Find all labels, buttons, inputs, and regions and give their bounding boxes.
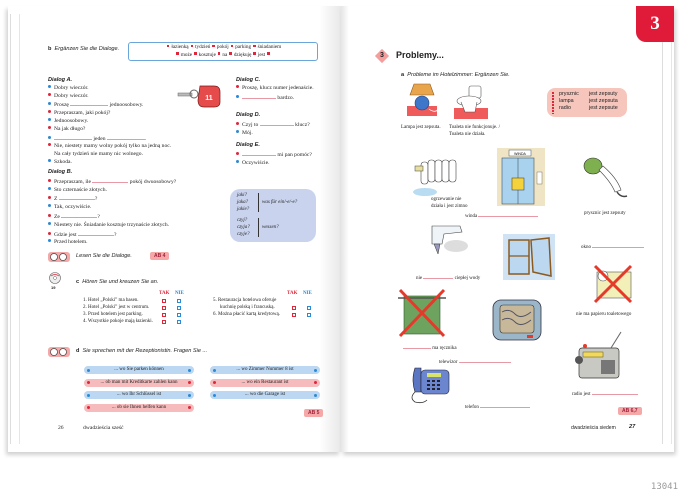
dialog-text: Czyj to [242, 121, 259, 128]
statement-text: 1. Hotel „Polski” ma basen. [83, 298, 139, 303]
dialog-line [236, 93, 336, 103]
nie-checkbox[interactable] [307, 313, 311, 317]
speaker-bullet [48, 102, 51, 105]
caption-tap [416, 273, 480, 282]
pill-dot [314, 394, 317, 397]
caption-radio [572, 389, 638, 398]
statement-text: 3. Przed hotelem jest parking. [83, 312, 143, 317]
bullet-square [218, 52, 221, 55]
adjective-box [547, 88, 627, 117]
dialog-line [236, 160, 336, 168]
toilet-paper-crossed-icon [591, 264, 635, 304]
dialog-text: jeden [93, 135, 106, 142]
phrase-text: ... wo die Garage ist [244, 392, 286, 397]
speaker-bullet [48, 136, 51, 139]
tak-checkbox[interactable] [292, 306, 296, 310]
bullet-square [176, 52, 179, 55]
answer-blank[interactable] [260, 120, 294, 126]
phrase-text: ... wo Sie parken können [114, 367, 164, 372]
speaker-bullet [236, 122, 239, 125]
track-number: 19 [51, 285, 56, 290]
dialog-line [48, 194, 238, 204]
page-edges [10, 14, 20, 444]
phrase-pill[interactable] [84, 391, 194, 399]
dialog-line [48, 143, 228, 151]
answer-blank[interactable] [242, 93, 276, 99]
word-bank-item: kosztuje [198, 51, 216, 58]
caption-towel [403, 343, 457, 352]
dialog-text: Niestety nie. Śniadanie kosztuje trzynaście złotych. [54, 221, 170, 228]
dialog-text: Przepraszam, jaki pokój? [54, 110, 111, 117]
section-number: 3 [380, 52, 384, 59]
no-column-label: NIE [175, 291, 184, 296]
answer-blank[interactable] [59, 194, 98, 203]
speaker-bullet [48, 110, 51, 113]
dialog-text: Dobry wieczór. [54, 84, 89, 91]
statement-text: kuchnię polską i francuską. [220, 305, 275, 310]
dialog-text: ? [113, 231, 117, 238]
exercise-instruction: Hören Sie und kreuzen Sie an. [82, 279, 159, 285]
dialog-line [236, 85, 336, 93]
speaker-bullet [48, 179, 51, 182]
grammar-word: jaka? [237, 200, 249, 205]
exercise-instruction: Probleme im Hotelzimmer: Ergänzen Sie. [407, 72, 510, 78]
speaker-bullet [48, 204, 51, 207]
speaker-bullet [48, 159, 51, 162]
caption-word: ma ręcznika [432, 346, 457, 351]
adjective-row [559, 105, 618, 112]
tak-checkbox[interactable] [162, 299, 166, 303]
page-number: 27 [629, 424, 636, 430]
page-number: 26 [58, 425, 64, 431]
caption-word: telefon [465, 405, 479, 410]
image-id-watermark: 13041 [650, 482, 678, 492]
section-title: Problemy... [396, 50, 444, 60]
pill-dot [188, 406, 191, 409]
phrase-text: ... ob sie Ihnen helfen kann [111, 404, 167, 410]
radio-icon [571, 330, 629, 380]
exercise-c-heading [76, 279, 158, 287]
nie-checkbox[interactable] [177, 306, 181, 310]
noun: prysznic [559, 91, 579, 97]
phrase-pill[interactable] [210, 391, 320, 399]
answer-blank[interactable] [70, 100, 108, 106]
speaker-bullet [48, 126, 51, 129]
lamp-icon [404, 82, 442, 118]
statement-row [213, 304, 333, 311]
dialog-line [48, 222, 238, 230]
noun: lampa [559, 98, 574, 104]
dialog-text: Szkoda. [54, 158, 72, 165]
dialog-text: Tak, oczywiście. [54, 204, 92, 211]
dialog-line [48, 110, 228, 118]
dialog-text: Oczywiście. [242, 159, 270, 166]
chapter-tab[interactable]: 3 [636, 6, 674, 42]
dialog-text: jednoosobowy. [109, 102, 144, 109]
grammar-box [230, 189, 316, 242]
pill-dot [213, 369, 216, 372]
broken-window-icon [503, 234, 555, 280]
bullet-square [191, 45, 194, 48]
dialog-text: Sto czternaście złotych. [54, 186, 107, 193]
yes-column-label: TAK [287, 291, 298, 296]
speaker-bullet [236, 152, 239, 155]
telephone-icon [407, 362, 457, 404]
dialog-d [236, 112, 336, 137]
dialog-line [236, 150, 336, 160]
caption-line: Toaleta nie działa. [449, 132, 486, 137]
statement-row [213, 311, 333, 318]
yes-column-label: TAK [159, 291, 170, 296]
bullet-square [253, 45, 256, 48]
adjective-phrase: jest zepsuta [589, 98, 618, 104]
nie-checkbox[interactable] [177, 313, 181, 317]
dialog-line [48, 151, 228, 159]
statement-row [213, 297, 333, 304]
speaking-pair-icon [48, 347, 70, 357]
dialog-e [236, 142, 336, 167]
bullet-square [194, 52, 197, 55]
brace [255, 218, 259, 237]
grammar-group-2 [237, 217, 250, 238]
bullet-square [167, 45, 170, 48]
statement-text: 6. Można płacić kartą kredytową. [213, 312, 280, 317]
towel-crossed-icon [396, 288, 448, 338]
phrase-pill[interactable] [210, 366, 320, 374]
cd-audio-icon [48, 272, 62, 286]
speaker-bullet [48, 93, 51, 96]
speaker-bullet [48, 143, 51, 146]
exercise-letter: c [76, 279, 80, 285]
exercise-d-heading [76, 348, 207, 356]
caption-toilet-paper: nie ma papieru toaletowego [576, 312, 632, 317]
answer-blank[interactable] [107, 134, 145, 140]
phrase-text: ... wo Zimmer Nummer 8 ist [236, 367, 294, 372]
brace [255, 193, 259, 212]
grammar-word: jakie? [237, 207, 250, 212]
dialog-text: Proszę, klucz numer jedenaście. [242, 84, 314, 91]
answer-blank[interactable] [592, 242, 644, 248]
dialog-text: Ze [54, 213, 60, 220]
phrase-text: ... ob man mit Kreditkarte zahlen kann [100, 379, 178, 385]
caption-word: ciepłej wody [454, 276, 481, 281]
answer-blank[interactable] [459, 357, 511, 363]
page-edges [662, 14, 672, 444]
speaker-bullet [48, 222, 51, 225]
word-bank-item: łazienką [171, 44, 189, 50]
speaker-bullet [236, 95, 239, 98]
speaker-bullet [48, 187, 51, 190]
dialog-text: Przed hotelem. [54, 239, 88, 246]
word-bank-item: dziękuję [233, 51, 252, 58]
no-column-label: NIE [303, 291, 312, 296]
speaker-bullet [48, 214, 51, 217]
elevator-icon [497, 148, 545, 206]
word-bank [128, 42, 318, 61]
speaker-bullet [48, 85, 51, 88]
gutter-shadow [341, 6, 349, 452]
dialog-text: . [144, 135, 147, 142]
answer-blank[interactable] [78, 230, 117, 238]
answer-blank[interactable] [478, 211, 538, 217]
grammar-group-1 [237, 192, 249, 213]
tak-checkbox[interactable] [162, 313, 166, 317]
speaker-bullet [236, 130, 239, 133]
phrase-text: ... wo ein Restaurant ist [241, 379, 289, 385]
pill-dot [87, 381, 90, 384]
dialog-line [48, 212, 238, 222]
dialog-title: Dialog B. [48, 169, 73, 175]
speaker-bullet [48, 196, 51, 199]
dialog-line [48, 134, 228, 144]
dialog-text: Gdzie jest [54, 231, 77, 238]
dialog-text: Mój. [242, 129, 253, 136]
bullet-square [253, 52, 256, 55]
pill-dot [87, 369, 90, 372]
word-bank-item: może [180, 51, 193, 58]
statement-text: 4. Wszystkie pokoje mają łazienki. [83, 319, 153, 324]
dialog-text: Z [54, 196, 58, 203]
pill-dot [314, 381, 317, 384]
dialog-line [48, 204, 238, 212]
speaker-bullet [48, 232, 51, 235]
speaker-bullet [48, 239, 51, 242]
answer-blank[interactable] [480, 402, 530, 408]
right-page [341, 6, 674, 452]
dialog-line [48, 159, 228, 167]
exercise-instruction: Sie sprechen mit der Rezeptionistin. Fragen Sie ... [82, 348, 208, 354]
workbook-ref-badge: AB 6,7 [618, 407, 642, 415]
grammar-label: wessen? [262, 225, 279, 230]
dialog-c [236, 77, 336, 102]
dialog-text: ? [94, 196, 98, 203]
exercise-b-heading [48, 46, 119, 54]
dialog-text: pokój dwuosobowy? [129, 178, 177, 185]
word-bank-item: tydzień [195, 44, 211, 50]
nie-checkbox[interactable] [177, 299, 181, 303]
workbook-ref-badge: AB 4 [150, 252, 169, 260]
pill-dot [87, 406, 90, 409]
caption-phone [465, 402, 530, 411]
speaker-bullet [236, 160, 239, 163]
nie-checkbox[interactable] [307, 306, 311, 310]
dialog-line [48, 230, 238, 240]
answer-blank[interactable] [54, 134, 92, 140]
pill-dot [314, 369, 317, 372]
tak-checkbox[interactable] [162, 320, 166, 324]
pill-dot [213, 381, 216, 384]
word-bank-item: na [222, 51, 228, 58]
caption-lamp: Lampa jest zepsuta. [401, 125, 441, 130]
dialog-text: Na cały tydzień nie mamy nic wolnego. [54, 151, 144, 158]
radiator-icon [411, 156, 463, 198]
dialog-text: Proszę [54, 102, 69, 109]
dialog-line [48, 187, 238, 195]
bullet-square [231, 45, 234, 48]
dialog-line [236, 120, 336, 130]
page-number-words: dwadzieścia sześć [83, 425, 124, 431]
grammar-word: czyja? [237, 225, 250, 230]
tak-checkbox[interactable] [162, 306, 166, 310]
noun: radio [559, 105, 571, 111]
statement-row [83, 318, 243, 325]
open-textbook [8, 6, 674, 452]
dialog-line [48, 177, 238, 187]
answer-blank[interactable] [403, 343, 431, 349]
caption-shower: prysznic jest zepsuty [584, 211, 626, 216]
phrase-pill[interactable] [84, 404, 194, 412]
dialog-text: Na jak długo? [54, 125, 86, 132]
dialog-line [48, 239, 238, 247]
answer-blank[interactable] [92, 177, 128, 183]
speaker-bullet [236, 85, 239, 88]
caption-toilet [449, 124, 500, 138]
phrase-pill[interactable] [84, 379, 194, 387]
reading-instruction: Lesen Sie die Dialoge. [76, 253, 132, 259]
dialog-text: bardzo. [277, 94, 295, 101]
elevator-sign: WINDA [514, 152, 526, 156]
answer-blank[interactable] [592, 389, 638, 395]
caption-line: ogrzewanie nie [431, 197, 462, 202]
caption-line: Toaleta nie funkcjonuje. / [449, 125, 501, 130]
tap-icon [426, 222, 472, 258]
pill-dot [188, 369, 191, 372]
grammar-word: czyj? [237, 218, 248, 223]
toilet-icon [451, 84, 491, 120]
dialog-text: ? [97, 213, 100, 220]
exercise-a-heading [401, 72, 510, 80]
caption-word: telewizor [439, 360, 458, 365]
dialog-line [236, 130, 336, 138]
dialog-text: Jednoosobowy. [54, 117, 89, 124]
nie-checkbox[interactable] [177, 320, 181, 324]
bullet-square [267, 52, 270, 55]
answer-blank[interactable] [61, 212, 100, 220]
dialog-title: Dialog D. [236, 112, 261, 118]
word-bank-item: parking [235, 44, 252, 50]
caption-heating [431, 196, 468, 210]
key-tag-icon [176, 80, 222, 108]
dialog-b [48, 169, 238, 247]
dialog-title: Dialog C. [236, 77, 261, 83]
phrase-pill[interactable] [84, 366, 194, 374]
red-dotted-bar [552, 92, 554, 114]
left-page [8, 6, 341, 452]
adjective-phrase: jest zepsuty [589, 91, 618, 97]
statement-text: 2. Hotel „Polski” jest w centrum. [83, 305, 150, 310]
caption-word: winda [465, 214, 478, 219]
adjective-row [559, 98, 618, 105]
dialog-line [48, 118, 228, 126]
answer-blank[interactable] [423, 273, 453, 279]
grammar-word: czyje? [237, 232, 250, 237]
dialog-title: Dialog E. [236, 142, 260, 148]
caption-word: radio jest [572, 392, 591, 397]
grammar-word: jaki? [237, 193, 247, 198]
statements-right [213, 297, 333, 318]
page-number-words: dwadzieścia siedem [571, 425, 616, 431]
statement-text: 5. Restauracja hotelowa oferuje [213, 298, 277, 303]
word-bank-item: śniadaniem [257, 44, 282, 50]
dialog-title: Dialog A. [48, 77, 73, 83]
bullet-square [212, 45, 215, 48]
grammar-label: was für ein/-e/-e? [262, 200, 298, 205]
dialog-text: Nie, niestety mamy wolny pokój tylko na jedną noc. [54, 143, 172, 150]
shower-head-icon [581, 156, 631, 202]
pill-dot [213, 394, 216, 397]
gutter-shadow [319, 6, 341, 452]
pill-dot [87, 394, 90, 397]
exercise-letter: d [76, 348, 80, 354]
caption-window [581, 242, 644, 251]
caption-word: nie [416, 276, 423, 281]
workbook-ref-badge: AB 5 [304, 409, 323, 417]
dialog-text: mi pan pomóc? [277, 151, 312, 158]
exercise-instruction: Ergänzen Sie die Dialoge. [54, 46, 120, 52]
phrase-text: ... wo Ihr Schlüssel ist [116, 392, 162, 397]
phrase-pill[interactable] [210, 379, 320, 387]
adjective-row [559, 91, 618, 98]
answer-blank[interactable] [242, 150, 276, 156]
television-icon [491, 298, 543, 344]
dialog-text: Dobry wieczór. [54, 92, 89, 99]
pill-dot [188, 394, 191, 397]
key-tag-number: 11 [205, 95, 213, 102]
caption-line: działa i jest zimno [431, 204, 468, 209]
word-bank-item: pokój [216, 44, 229, 50]
exercise-letter: b [48, 46, 52, 52]
exercise-letter: a [401, 72, 405, 78]
speaker-bullet [48, 118, 51, 121]
caption-elevator [465, 211, 538, 220]
dialog-text: Przepraszam, ile [54, 178, 91, 185]
caption-word: okno [581, 245, 591, 250]
bullet-square [229, 52, 232, 55]
dialog-line [48, 126, 228, 134]
adjective-phrase: jest zepsute [589, 105, 618, 111]
tak-checkbox[interactable] [292, 313, 296, 317]
pill-dot [188, 381, 191, 384]
word-bank-item: jest [257, 51, 266, 58]
dialog-text: klucz? [295, 121, 310, 128]
speaking-pair-icon [48, 252, 70, 262]
